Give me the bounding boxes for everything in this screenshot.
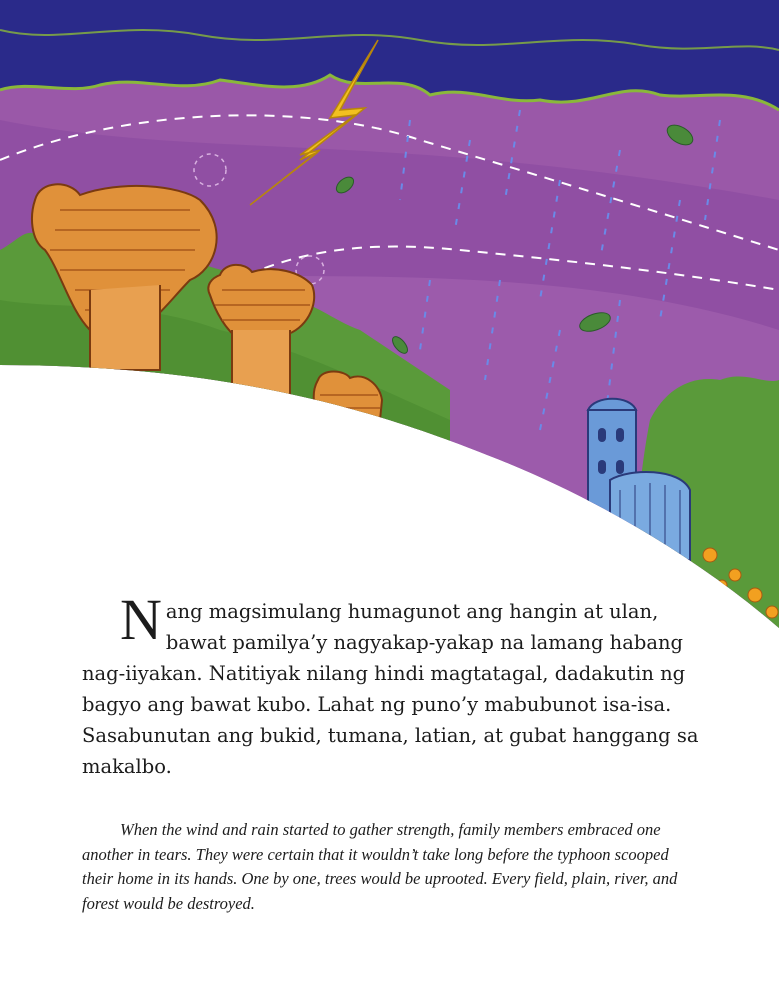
filipino-text: ang magsimulang humagunot ang hangin at ulan, bawat pamilya’y nagyakap-yakap na lamang habang nag-iiyakan. Natitiyak nilang hindi magtatagal, dadakutin ng bagyo ang bawat kubo. Lahat ng puno’y mabubunot isa-isa. Sasabunutan ang bukid, tumana, latian, at gubat hanggang sa makalbo. (82, 600, 699, 778)
filipino-paragraph (82, 587, 722, 782)
drop-cap: N (120, 587, 162, 652)
english-paragraph: When the wind and rain started to gather strength, family members embraced one another in tears. They were certain that it wouldn’t take long before the typhoon scooped their home in its hands. One by one, trees would be uprooted. Every field, plain, river, and forest would be destroyed. (82, 820, 678, 913)
story-text (82, 587, 722, 916)
